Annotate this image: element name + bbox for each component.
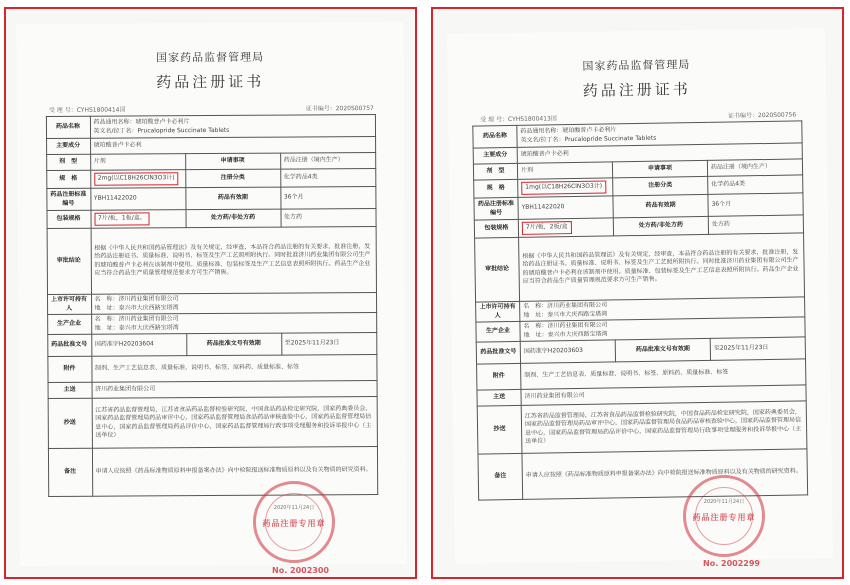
cc-value: 江苏省药品监督管理局，江苏省食品药品监督检验研究院，中国食品药品检定研究院，国家药典委员会，国家药品监督管理局药品审评中心，国家药品监督管理局食品药品审核查验中心，国家药品监督管理局信息中心，国家药品监督管理局药品评价中心，国家药品监督管理局行政事项受理服务和投诉举报中心（主送单位） xyxy=(521,401,807,453)
dosage-form-value: 片剂 xyxy=(90,154,185,171)
drug-name-en: 英文名/拉丁名：Prucalopride Succinate Tablets xyxy=(93,126,230,135)
holder-address: 地 址：泰兴市大庆西路宝塔湾 xyxy=(523,310,608,319)
approval-validity-label: 药品批准文号有效期 xyxy=(186,333,281,356)
spec-cell xyxy=(90,170,185,189)
package-cell xyxy=(90,210,185,229)
rx-label: 处方药/非处方药 xyxy=(613,216,708,235)
recipient-label: 主送 xyxy=(48,382,92,398)
validity-label: 药品有效期 xyxy=(613,194,708,217)
drug-name-en: 英文名/拉丁名：Prucalopride Succinate Tablets xyxy=(520,134,657,144)
spec-highlight: 1mg(以C18H26ClN3O3计) xyxy=(521,181,606,194)
application-value: 药品注册（境内生产） xyxy=(280,152,375,169)
manufacturer-address: 地 址：泰兴市大庆西路宝塔湾 xyxy=(523,330,608,339)
approval-label: 药品批准文号 xyxy=(47,334,91,356)
application-label: 申请事项 xyxy=(185,153,280,170)
spec-label: 规 格 xyxy=(474,179,518,198)
category-label: 注册分类 xyxy=(613,176,708,195)
package-highlight: 7片/板，2板/盒 xyxy=(522,222,572,235)
manufacturer-label: 生产企业 xyxy=(476,321,520,342)
certificate-sheet xyxy=(16,22,406,566)
validity-value: 36个月 xyxy=(708,193,803,216)
standard-label: 药品注册标准编号 xyxy=(46,188,90,210)
recipient-value: 济川药业集团有限公司 xyxy=(521,385,806,405)
holder-label: 上市许可持有人 xyxy=(47,294,91,314)
cc-label: 抄送 xyxy=(477,405,522,454)
rx-value: 处方药 xyxy=(708,215,803,234)
manufacturer-value xyxy=(91,312,376,334)
category-label: 注册分类 xyxy=(185,169,280,188)
approval-value: 国药准字H20203604 xyxy=(91,334,186,357)
holder-label: 上市许可持有人 xyxy=(476,301,520,322)
recipient-label: 主送 xyxy=(477,389,521,406)
holder-value xyxy=(91,292,376,314)
drug-name-cn: 药品通用名称：琥珀酸普卢卡必利片 xyxy=(520,126,617,136)
remarks-label: 备注 xyxy=(48,448,92,496)
spec-label: 规 格 xyxy=(46,170,90,188)
standard-value: YBH11422020 xyxy=(90,188,185,211)
manufacturer-name: 名 称：济川药业集团有限公司 xyxy=(523,321,608,331)
validity-label: 药品有效期 xyxy=(185,187,280,210)
drug-name-value xyxy=(90,114,375,138)
rx-value: 处方药 xyxy=(280,208,375,227)
seal-date: 2020年11月24日 xyxy=(703,499,745,505)
registration-table xyxy=(45,114,377,497)
recipient-value: 济川药业集团有限公司 xyxy=(92,380,377,398)
package-label: 包装规格 xyxy=(474,219,518,238)
holder-name: 名 称：济川药业集团有限公司 xyxy=(94,295,179,304)
attachment-label: 附件 xyxy=(47,356,91,382)
dosage-form-label: 剂 型 xyxy=(473,163,517,180)
ingredient-value: 琥珀酸普卢卡必利 xyxy=(517,143,802,163)
spec-highlight: 2mg(以C18H26ClN3O3计) xyxy=(94,173,179,186)
drug-name-cn: 药品通用名称：琥珀酸普卢卡必利片 xyxy=(93,118,190,127)
conclusion-value: 根据《中华人民共和国药品管理法》及有关规定，经审查，本品符合药品注册的有关要求，批准注册，发给药品注册证书。质量标准、说明书、标签及生产工艺照所附执行。同时批准济川药业集团有限公司生产的琥珀酸普卢卡必利在该制剂中使用。质量标准、包装标签及生产工艺信息表照所附执行。药品生产企业应当符合药品生产质量管理规范要求方可生产销售。 xyxy=(91,226,376,294)
drug-name-label: 药品名称 xyxy=(46,116,90,138)
manufacturer-name: 名 称：济川药业集团有限公司 xyxy=(94,315,179,324)
certificate-title: 药品注册证书 xyxy=(582,80,691,100)
standard-value: YBH11422020 xyxy=(518,196,613,219)
holder-address: 地 址：泰兴市大庆西路宝塔湾 xyxy=(94,303,179,312)
seal-text: 药品注册专用章 xyxy=(692,513,756,522)
serial-number: No. 2002300 xyxy=(272,566,329,575)
remarks-value: 申请人应按照《药品标准物质原料申报备案办法》向中检院报送标准物质原料以及有关物质的研究资料。 xyxy=(522,449,808,499)
cc-label: 抄送 xyxy=(48,398,92,448)
certificate-panel-right xyxy=(431,7,844,579)
conclusion-label: 审批结论 xyxy=(47,228,91,294)
package-cell xyxy=(518,218,613,237)
standard-label: 药品注册标准编号 xyxy=(474,197,518,220)
package-label: 包装规格 xyxy=(46,210,90,228)
manufacturer-label: 生产企业 xyxy=(47,314,91,334)
attachment-label: 附件 xyxy=(477,363,521,390)
dosage-form-value: 片剂 xyxy=(517,162,612,179)
attachment-value: 制剂、生产工艺信息表、质量标准、说明书、标签、原料药、质量标准、标签 xyxy=(91,354,376,382)
certificate-title: 药品注册证书 xyxy=(156,72,265,92)
approval-value: 国药准字H20203603 xyxy=(520,340,615,363)
agency-name: 国家药品监督管理局 xyxy=(582,58,691,73)
package-highlight: 7片/板，1板/盒。 xyxy=(94,213,150,225)
rx-label: 处方药/非处方药 xyxy=(185,209,280,228)
seal-text: 药品注册专用章 xyxy=(262,519,326,528)
attachment-value: 制剂、生产工艺信息表、质量标准、说明书、标签、原料药、质量标准、标签 xyxy=(521,359,806,389)
certificate-sheet xyxy=(447,28,833,564)
drug-name-label: 药品名称 xyxy=(473,125,517,148)
approval-label: 药品批准文号 xyxy=(476,341,520,364)
spec-cell xyxy=(518,178,613,197)
approval-validity-label: 药品批准文号有效期 xyxy=(615,338,710,361)
certificate-number: 证书编号：2020S00756 xyxy=(727,111,797,120)
validity-value: 36个月 xyxy=(280,186,375,209)
ingredient-value: 琥珀酸普卢卡必利 xyxy=(90,136,375,154)
conclusion-value: 根据《中华人民共和国药品管理法》及有关规定，经审查，本品符合药品注册的有关要求，批准注册，发给药品注册证书。质量标准、说明书、标签及生产工艺照所附执行。同时批准济川药业集团有限公司生产的琥珀酸普卢卡必利在该制剂中使用。质量标准、包装标签及生产工艺信息表照所附执行。药品生产企业应当符合药品生产质量管理规范要求方可生产销售。 xyxy=(519,233,805,301)
agency-name: 国家药品监督管理局 xyxy=(156,50,265,65)
registration-table xyxy=(472,120,808,500)
application-value: 药品注册（境内生产） xyxy=(707,159,802,176)
holder-name: 名 称：济川药业集团有限公司 xyxy=(523,301,608,311)
accept-number: 受 理 号：CYHS1800414国 xyxy=(48,106,126,114)
certificate-number: 证书编号：2020S00757 xyxy=(305,105,374,113)
certificate-panel-left xyxy=(4,7,417,579)
category-value: 化学药品4类 xyxy=(708,175,803,194)
remarks-value: 申请人应按照《药品标准物质原料申报备案办法》向中检院报送标准物质原料以及有关物质的研究资料。 xyxy=(92,446,377,496)
serial-number: No. 2002299 xyxy=(703,559,760,568)
conclusion-label: 审批结论 xyxy=(475,237,520,302)
application-label: 申请事项 xyxy=(612,160,707,177)
seal-date: 2020年11月24日 xyxy=(273,505,315,511)
approval-validity-value: 至2025年11月23日 xyxy=(281,332,376,355)
category-value: 化学药品4类 xyxy=(280,168,375,187)
manufacturer-address: 地 址：泰兴市大庆西路宝塔湾 xyxy=(94,323,179,332)
ingredient-label: 主要成分 xyxy=(46,138,90,154)
ingredient-label: 主要成分 xyxy=(473,147,517,164)
approval-validity-value: 至2025年11月23日 xyxy=(710,337,805,360)
official-seal xyxy=(253,481,335,563)
meta-line xyxy=(49,103,374,114)
official-seal xyxy=(683,475,765,557)
cc-value: 江苏省药品监督管理局，江苏省食品药品监督检验研究院，中国食品药品检定研究院，国家药典委员会，国家药品监督管理局药品审评中心，国家药品监督管理局食品药品审核查验中心，国家药品监督管理局信息中心，国家药品监督管理局药品评价中心，国家药品监督管理局行政事项受理服务和投诉举报中心（主送单位） xyxy=(92,396,377,448)
dosage-form-label: 剂 型 xyxy=(46,154,90,170)
accept-number: 受 理 号：CYHS1800413国 xyxy=(480,115,557,124)
remarks-label: 备注 xyxy=(478,453,523,500)
